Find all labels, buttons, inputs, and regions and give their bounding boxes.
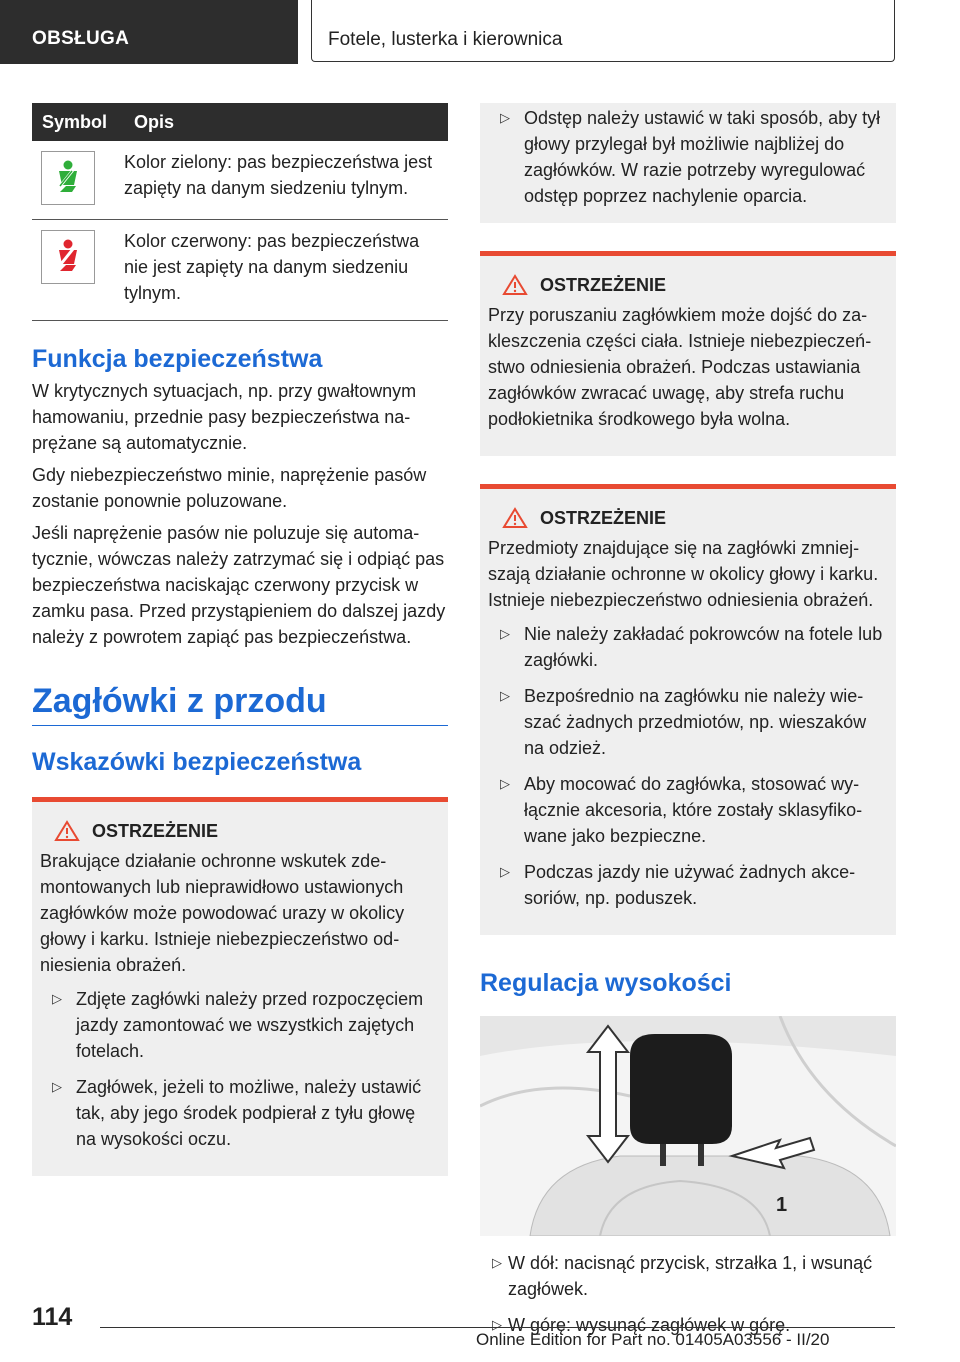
left-column bbox=[32, 103, 448, 1176]
warning-list bbox=[488, 621, 888, 911]
continued-box bbox=[480, 103, 896, 223]
row-desc: Kolor czerwony: pas bezpieczeństwa nie jest zapięty na danym siedzeniu tylnym. bbox=[124, 220, 448, 321]
warning-title: OSTRZEŻENIE bbox=[502, 507, 888, 529]
warning-box bbox=[480, 484, 896, 935]
height-steps-list bbox=[480, 1250, 896, 1338]
footer-rule bbox=[100, 1327, 895, 1328]
warning-title: OSTRZEŻENIE bbox=[502, 274, 888, 296]
list-item: ▷ Nie należy zakładać pokrowców na fotele lub zagłówki. bbox=[488, 621, 888, 673]
section-title: OBSŁUGA bbox=[32, 28, 130, 49]
header-section bbox=[0, 0, 298, 64]
safety-function-heading: Funkcja bezpieczeństwa bbox=[32, 345, 323, 373]
paragraph: Jeśli naprężenie pasów nie poluzuje się automatycznie, wówczas należy zatrzymać się i odpiąć pas bezpieczeństwa naciskając czerwony przycisk w zamku pasa. Przed przystąpieniem do dalszej jazdy należy z powrotem zapiąć pas bezpieczeństwa. bbox=[32, 523, 446, 647]
height-adjust-heading: Regulacja wysokości bbox=[480, 969, 732, 997]
warning-triangle-icon bbox=[54, 820, 80, 842]
seatbelt-green-icon bbox=[41, 151, 95, 205]
symbol-table bbox=[32, 103, 448, 321]
list-item: ▷ W dół: nacisnąć przycisk, strzałka 1, i wsunąć zagłówek. bbox=[480, 1250, 896, 1302]
header-chapter bbox=[311, 0, 895, 62]
warning-text: Przy poruszaniu zagłówkiem może dojść do zakleszczenia części ciała. Istnieje niebezpieczeństwo odniesienia obrażeń. Podczas ustawiania zagłówków zwracać uwagę, aby strefa ruchu podłokietnika środkowego była wolna. bbox=[488, 305, 872, 429]
warning-triangle-icon bbox=[502, 507, 528, 529]
heading-rule bbox=[32, 725, 448, 726]
safety-tips-heading: Wskazówki bezpieczeństwa bbox=[32, 748, 362, 776]
edition-text: Online Edition for Part no. 01405A03556 - II/20 bbox=[476, 1330, 830, 1349]
col-desc-header: Opis bbox=[124, 103, 448, 141]
col-symbol-header: Symbol bbox=[32, 103, 124, 141]
list-item: ▷ Aby mocować do zagłówka, stosować wyłącznie akcesoria, które zostały sklasyfikowane jako bezpieczne. bbox=[488, 771, 888, 849]
list-item: ▷ Bezpośrednio na zagłówku nie należy wieszać żadnych przedmiotów, np. wieszaków na odzież. bbox=[488, 683, 888, 761]
chapter-title: Fotele, lusterka i kierownica bbox=[328, 29, 563, 50]
list-item: ▷ Odstęp należy ustawić w taki sposób, aby tył głowy przylegał był możliwie najbliżej do zagłówków. W razie potrzeby wyregulować odstęp poprzez nachylenie oparcia. bbox=[488, 105, 888, 209]
warning-box bbox=[480, 251, 896, 456]
list-item: ▷ Podczas jazdy nie używać żadnych akcesoriów, np. poduszek. bbox=[488, 859, 888, 911]
page-number: 114 bbox=[32, 1303, 73, 1331]
headrests-heading: Zagłówki z przodu bbox=[32, 682, 327, 720]
warning-box bbox=[32, 797, 448, 1176]
table-row bbox=[32, 220, 448, 321]
warning-list bbox=[40, 986, 440, 1152]
warning-text: Brakujące działanie ochronne wskutek zdemontowanych lub nieprawidłowo ustawionych zagłówków może powodować urazy w okolicy głowy i karku. Istnieje niebezpieczeństwo odniesienia obrażeń. bbox=[40, 851, 405, 975]
warning-title: OSTRZEŻENIE bbox=[54, 820, 440, 842]
right-column bbox=[480, 103, 896, 1348]
paragraph: Gdy niebezpieczeństwo minie, naprężenie pasów zostanie ponownie poluzowane. bbox=[32, 465, 427, 511]
paragraph: W krytycznych sytuacjach, np. przy gwałtownym hamowaniu, przednie pasy bezpieczeństwa naprężane są automatycznie. bbox=[32, 381, 417, 453]
warning-text: Przedmioty znajdujące się na zagłówki zmniejszają działanie ochronne w okolicy głowy i karku. Istnieje niebezpieczeństwo odniesienia obrażeń. bbox=[488, 538, 879, 610]
seatbelt-red-icon bbox=[41, 230, 95, 284]
list-item: ▷ Zdjęte zagłówki należy przed rozpoczęciem jazdy zamontować we wszystkich zajętych fotelach. bbox=[40, 986, 440, 1064]
list-item: ▷ Zagłówek, jeżeli to możliwe, należy ustawić tak, aby jego środek podpierał z tyłu głowę na wysokości oczu. bbox=[40, 1074, 440, 1152]
row-desc: Kolor zielony: pas bezpieczeństwa jest zapięty na danym siedzeniu tylnym. bbox=[124, 141, 448, 220]
figure-label: 1 bbox=[776, 1194, 788, 1216]
table-row bbox=[32, 141, 448, 220]
headrest-illustration bbox=[480, 1016, 896, 1236]
warning-triangle-icon bbox=[502, 274, 528, 296]
list-item: ▷ W górę: wysunąć zagłówek w górę. bbox=[480, 1312, 896, 1338]
